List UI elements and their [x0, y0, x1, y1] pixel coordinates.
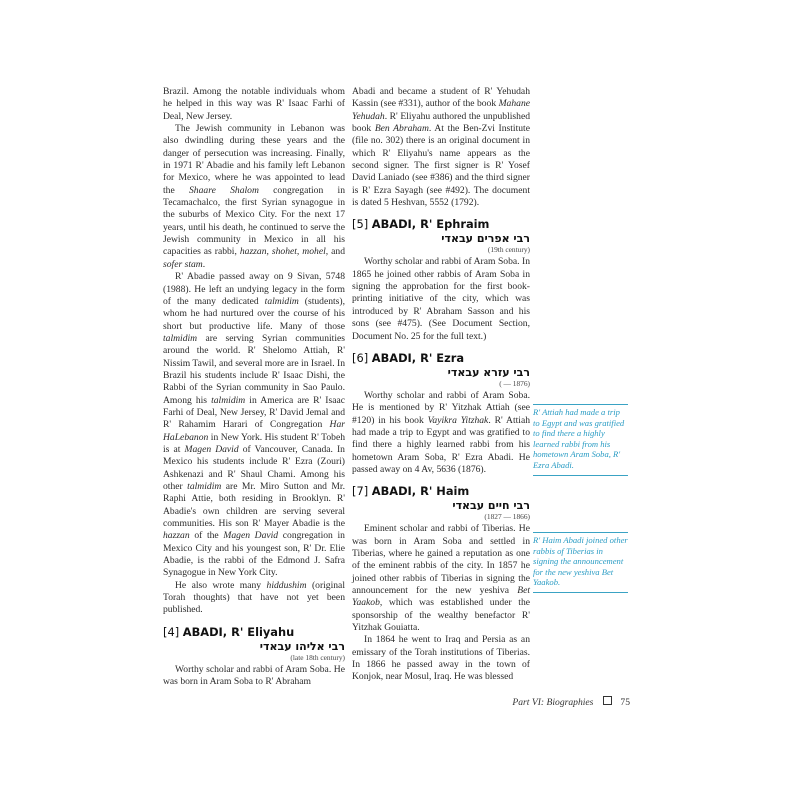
paragraph: Brazil. Among the notable individuals whom he helped in this way was R' Isaac Farhi of Deal, New Jersey. — [163, 86, 345, 122]
margin-pull-quote: R' Attiah had made a trip to Egypt and was gratified to find there a highly learned rabbi from his hometown Aram Soba, R' Ezra Abadi. — [533, 404, 628, 476]
entry-heading — [163, 625, 345, 639]
paragraph: He also wrote many hiddushim (original Torah thoughts) that have not yet been published. — [163, 579, 345, 616]
text-column-1 — [163, 86, 345, 688]
entry-number: [5] — [352, 217, 369, 232]
paragraph: R' Abadie passed away on 9 Sivan, 5748 (1988). He left an undying legacy in the form of the many dedicated talmidim (students), whom he had nurtured over the course of his short but productive life. Many of those talmidim are serving Syrian communities around the world. R' Shelomo Attiah, R' Nissim Tawil, and several more are in Israel. In Brazil his students include R' Isaac Dishi, the Rabbi of the Syrian community in Sao Paulo. Among his talmidim in America are R' Isaac Farhi of Deal, New Jersey, R' David Jemal and R' Rahamim Harari of Congregation Har HaLebanon in New York. His student R' Tobeh is at Magen David of Vancouver, Canada. In Mexico his students include R' Ezra (Zouri) Ashkenazi and R' Shaul Chami. Among his other talmidim are Mr. Miro Sutton and Mr. Raphi Attie, both residing in Brooklyn. R' Abadie's own children are serving several communities. His son R' Mayer Abadie is the hazzan of the Magen David congregation in Mexico City and his youngest son, R' Dr. Elie Abadie, is the rabbi of the Edmond J. Safra Synagogue in New York City. — [163, 271, 346, 579]
entry-number: [7] — [352, 484, 369, 499]
entry-dates: ( — 1876) — [499, 378, 530, 388]
paragraph: Worthy scholar and rabbi of Aram Soba. In 1865 he joined other rabbis of Aram Soba in signing the approbation for the first book-printing initiative of the city, which was introduced by R' Abraham Sasson and his sons (see #475). (See Document Section, Document No. 25 for the full text.) — [352, 256, 530, 342]
page-footer — [500, 696, 630, 708]
entry-name: ABADI, R' Ephraim — [371, 217, 490, 232]
entry-name: ABADI, R' Ezra — [371, 350, 465, 365]
page-number: 75 — [620, 697, 630, 708]
paragraph: Abadi and became a student of R' Yehudah Kassin (see #331), author of the book Mahane Yehudah. R' Eliyahu authored the unpublished book Ben Abraham. At the Ben-Zvi Institute (file no. 302) there is an original document in which R' Eliyahu's name appears as the second signer. The first signer is R' Yosef David Laniado (see #386) and the third signer is R' Ezra Sayagh (see #492). The document is dated 5 Heshvan, 5552 (1792). — [352, 86, 530, 209]
paragraph: In 1864 he went to Iraq and Persia as an emissary of the Torah institutions of Tiberias. In 1866 he passed away in the town of Konjok, near Mosul, Iraq. He was blessed — [352, 634, 530, 683]
entry-number: [6] — [352, 350, 369, 365]
paragraph: Eminent scholar and rabbi of Tiberias. He was born in Aram Soba and settled in Tiberias, where he gained a reputation as one of the eminent rabbis of the city. In 1857 he joined other rabbis of Tiberias in signing the announcement for the new yeshiva Bet Yaakob, which was established under the sponsorship of the wealthy benefactor R' Yitzhak Gouiatta. — [352, 523, 530, 633]
entry-name: ABADI, R' Haim — [371, 484, 470, 499]
entry-heading — [352, 484, 530, 498]
entry-dates: (19th century) — [487, 245, 530, 255]
paragraph: Worthy scholar and rabbi of Aram Soba. He was born in Aram Soba to R' Abraham — [163, 663, 345, 688]
entry-hebrew-name: רבי אפרים עבאדי — [441, 232, 530, 246]
entry-heading — [352, 351, 530, 365]
entry-heading — [352, 217, 530, 231]
margin-pull-quote: R' Haim Abadi joined other rabbis of Tiberias in signing the announcement for the new yeshiva Bet Yaakob. — [533, 532, 628, 593]
text-column-2 — [352, 86, 530, 684]
square-separator-icon — [603, 696, 612, 705]
entry-name: ABADI, R' Eliyahu — [182, 624, 295, 639]
entry-number: [4] — [163, 624, 180, 639]
paragraph: The Jewish community in Lebanon was also dwindling during these years and the danger of persecution was increasing. Finally, in 1971 R' Abadie and his family left Lebanon for Mexico, where he was appointed to lead the Shaare Shalom congregation in Tecamachalco, the first Syrian synagogue in the suburbs of Mexico City. For the next 17 years, until his death, he continued to serve the Jewish community in Mexico in all his capacities as rabbi, hazzan, shohet, mohel, and sofer stam. — [163, 123, 345, 270]
footer-section-title: Part VI: Biographies — [512, 697, 594, 708]
entry-dates: (1827 — 1866) — [484, 512, 530, 522]
entry-dates: (late 18th century) — [290, 652, 345, 662]
entry-hebrew-name: רבי עזרא עבאדי — [447, 365, 530, 379]
entry-hebrew-name: רבי אליהו עבאדי — [259, 639, 345, 653]
paragraph: Worthy scholar and rabbi of Aram Soba. He is mentioned by R' Yitzhak Attiah (see #120) in his book Vayikra Yitzhak. R' Attiah had made a trip to Egypt and was gratified to find there a highly learned rabbi from his hometown Aram Soba, R' Ezra Abadi. He passed away on 4 Av, 5636 (1876). — [352, 389, 530, 475]
entry-hebrew-name: רבי חיים עבאדי — [452, 499, 530, 513]
